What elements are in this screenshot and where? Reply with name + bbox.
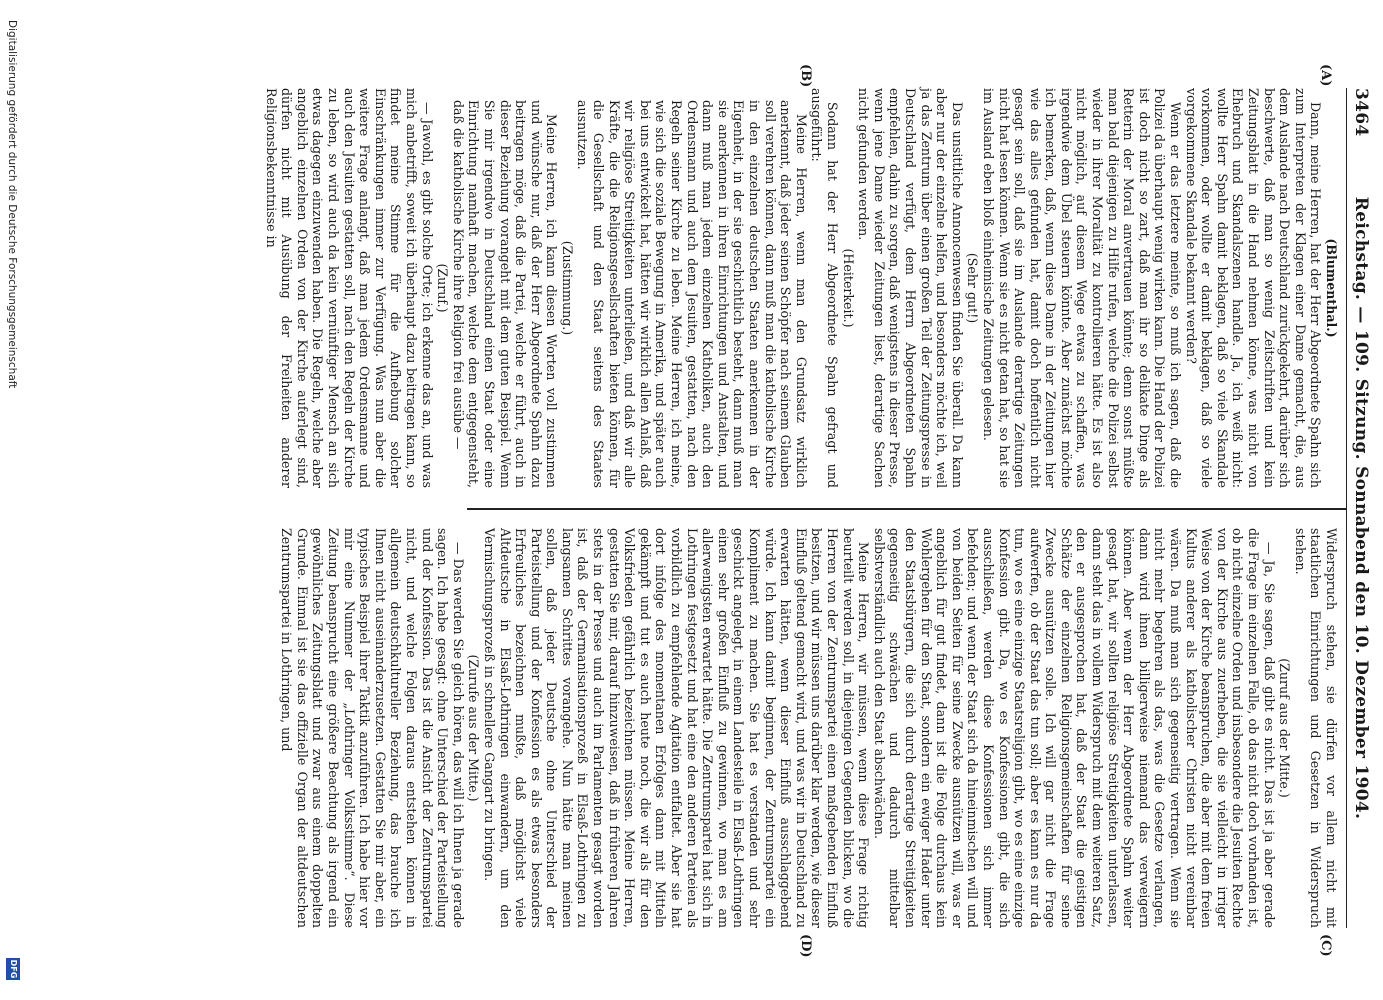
interjection: (Zustimmung.) [559, 240, 575, 336]
digitization-notice [0, 20, 20, 980]
interjection: (Zurufe aus der Mitte.) [466, 654, 482, 802]
paragraph: Dann, meine Herren, hat der Herr Abgeordnete Spahn sich zum Interpreten der Klagen einer Dame gemacht, die, aus dem Auslande nach Deutschland zurückgekehrt, darüber sich beschwerte, daß man so wenig Zeitschriften und kein Zeitungsblatt in die Hand nehmen könne, was nicht von Ehebruch und Skandalszenen handle. Ja, ich weiß nicht: wollte Herr Spahn damit beklagen, daß so viele Skandale vorkommen, oder wollte er damit beklagen, daß so viele vorgekommene Skandale bekannt werden? [1183, 88, 1324, 488]
paragraph: Sodann hat der Herr Abgeordnete Spahn gefragt und ausgeführt: [809, 88, 840, 488]
speaker-name: (Blumenthal.) [1324, 238, 1339, 338]
quoted-paragraph: Meine Herren, wenn man den Grundsatz wirklich anerkennt, daß jeder seinen Schöpfer nach seinem Glauben soll verehren können, dann muß man die katholische Kirche in den einzelnen deutschen Staaten anerkennen in der Eigenheit, in der sie geschichtlich besteht, dann muß man sie anerkennen in ihren Einrichtungen und Anstalten, und dann muß man jedem einzelnen Katholiken, auch den Ordensmann und auch dem Jesuiten, gestatten, nach den Regeln seiner Kirche zu leben. Meine Herren, ich meine, wie sich die soziale Bewegung in Amerika, und später auch bei uns entwickelt hat, hätten wir wirklich allen Anlaß, daß wir religiöse Streitigkeiten unterließen, und daß wir alle Kräfte, die die Religionsgesellschaften bieten können, für die Gesellschaft und den Staat seitens des Staates ausnutzen. [575, 100, 809, 488]
page-number: 3464 [1351, 88, 1371, 137]
paragraph: Das unsittliche Annoncenwesen finden Sie überall. Da kann aber nur der einzelne helfen, und besonders möchte ich, weil ja das Zentrum über einen großen Teil der Zeitungspresse in Deutschland verfügt, dem Herrn Abgeordneten Spahn empfehlen, dahin zu sorgen, daß wenigstens in dieser Presse, wenn jene Dame wieder Zeitungen liest, derartige Sachen nicht gefunden werden. [856, 88, 965, 488]
right-column [279, 528, 1339, 928]
column-divider [467, 508, 1347, 510]
paragraph: — Ja, Sie sagen, daß gibt es nicht. Das ist ja aber gerade die Frage im einzelnen Falle, ob das nicht doch vorhanden ist, ob nicht einzelne Orden und insbesondere die Jesuiten Rechte von der Kirche aus zuerheben, die sie vielleicht in irriger Weise von der Kirche beanspruchen, die aber mit dem freien Kultus anderer als katholischer Christen nicht vereinbar wären. Da muß man sich gegenseitig vertragen. Wenn sie nicht mehr begehren als das, was die Gesetze verlangen, dann wird ihnen billigerweise niemand das verweigern können. Aber wenn der Herr Abgeordnete Spahn weiter gesagt hat, wir sollten religiöse Streitigkeiten unterlassen, dann steht das in vollem Widerspruch mit dem weiteren Satz, den er ausgesprochen hat, daß der Staat die geistigen Schätze der einzelnen Religionsgemeinschaften für seine Zwecke ausnützen solle. Ich will gar nicht die Frage aufwerfen, ob der Staat das tun soll; aber es kann es nur da tun, wo es eine einzige Staatsreligion gibt, wo es eine einzige Konfession gibt. Da, wo es Konfessionen gibt, die sich ausschließen, werden diese Konfessionen sich immer befehden; und wenn der Staat sich da hineinmischen will und von beiden Seiten für seine Zwecke ausnützen will, was er angeblich für gut findet, dann ist die Folge durchaus kein Wohlergehen für den Staat, sondern ein ewiger Hader unter den Staatsbürgern, die sich durch derartige Streitigkeiten gegenseitig schwächen und dadurch mittelbar selbstverständlich auch den Staat abschwächen. [871, 528, 1277, 928]
paragraph: Wenn er das letztere meinte, so muß ich sagen, daß die Polizei da überhaupt wenig wirken kann. Die Hand der Polizei ist doch nicht so zart, daß man ihr so delikate Dinge als Retterin der Moral anvertrauen könnte; denn sonst müßte man bald diejenigen zu Hilfe rufen, welche die Polizei selbst wieder in ihrer Moralität zu kontrollieren hätte. Es ist also nicht möglich, auf diesem Wege etwas zu schaffen, was irgendwie dem Übel steuern könnte. Aber zunächst möchte ich bemerken, daß, wenn diese Dame in der Zeitungen hier wie das alles gefunden hat, damit doch hoffentlich nicht gesagt sein soll, daß sie im Auslande derartige Zeitungen nicht hat lesen können. Wenn sie es nicht getan hat, so hat sie im Ausland eben bloß einheimische Zeitungen gelesen. [980, 88, 1184, 488]
paragraph: Meine Herren, wir müssen, wenn diese Frage richtig beurteilt werden soll, in diejenigen Gegenden blicken, wo die Herren von der Zentrumspartei einen maßgebenden Einfluß besitzen, und wir müssen uns darüber klar werden, wie dieser Einfluß geltend gemacht wird, und was wir in Deutschland zu erwarten hätten, wenn dieser Einfluß ausschlaggebend würde. Ich kann damit beginnen, der Zentrumspartei ein Kompliment zu machen. Sie hat es verstanden und sehr geschickt angelegt, in einem Landesteile in Elsaß-Lothringen einen sehr großen Einfluß zu gewinnen, wo man es am allerwenigsten erwartet hätte. Die Zentrumspartei hat sich in Lothringen festgesetzt und hat eine den anderen Parteien als vorbildlich zu empfehlende Agitation entfaltet. Aber sie hat dort infolge des momentanen Erfolges dann mit Mitteln gekämpft und tut es auch heute noch, die wir als für den Volksfrieden gefährlich bezeichnen müssen. Meine Herren, gestatten Sie mir, darauf hinzuweisen, daß in früheren Jahren stets in der Presse und auch im Parlamenten gesagt worden ist, daß der Germanisationsprozeß in Elsaß-Lothringen zu langsamen Schrittes vorangehe. Nun hätte man meinen sollen, daß jeder Deutsche ohne Unterschied der Parteistellung und der Konfession es als etwas besonders Erfreuliches bezeichnen mußte, daß möglichst viele Altdeutsche in Elsaß-Lothringen einwandern, um den Vermischungsprozeß in schnellere Gangart zu bringen. [481, 528, 872, 928]
running-title: Reichstag. — 109. Sitzung. Sonnabend den 10. Dezember 1904. [1351, 196, 1371, 820]
margin-marker-d: (D) [798, 934, 813, 958]
paragraph: Widerspruch stehen, sie dürfen vor allem nicht mit staatlichen Einrichtungen und Gesetzen in Widerspruch stehen. [1292, 528, 1339, 928]
interjection: (Heiterkeit.) [840, 248, 856, 328]
page-header [1346, 88, 1373, 928]
left-column [263, 88, 1339, 488]
interjection: (Sehr gut!) [965, 252, 981, 324]
paragraph: — Das werden Sie gleich hören, das will ich Ihnen ja gerade sagen. Ich habe gesagt: ohne Unterschied der Parteistellung und der Konfession. Das ist die Ansicht der Zentrumspartei nicht, und welche Folgen daraus entstehen können in allgemein deutschkultureller Beziehung, das brauche ich Ihnen nicht auseinanderzusetzen. Gestatten Sie mir aber, ein typisches Beispiel ihrer Taktik anzuführen. Ich habe hier vor mir eine Nummer der „Lothringer Volksstimme“. Diese Zeitung beansprucht eine größere Beachtung als irgend ein gewöhnliches Zeitungsblatt und zwar aus einem doppelten Grunde. Einmal ist sie das offizielle Organ der altdeutschen Zentrumspartei in Lothringen, und [279, 528, 466, 928]
interjection: (Zuruf aus der Mitte.) [1277, 658, 1293, 798]
margin-marker-c: (C) [1318, 934, 1333, 957]
margin-marker-a: (A) [1318, 64, 1333, 87]
paragraph: — Jawohl, es gibt solche Orte; ich erkenne das an, und was mich anbetrifft, soweit ich überhaupt dazu beitragen kann, so findet meine Stimme für die Aufhebung solcher Einschränkungen immer zur Verfügung. Was nun aber die weitere Frage anlangt, daß man jedem Ordensmanne und auch den Jesuiten gestatten soll, nach den Regeln der Kirche zu leben, so wird auch da kein vernünftiger Mensch an sich etwas dagegen einzuwenden haben. Die Regeln, welche aber angeblich einzelnen Orden von der Kirche auferlegt sind, dürfen nicht mit Ausübung der Freiheiten anderer Religionsbekenntnisse in [263, 88, 435, 488]
document-page [83, 64, 1373, 958]
dfg-logo: DFG [6, 958, 20, 980]
funding-note: Digitalisierung gefördert durch die Deutsche Forschungsgemeinschaft [6, 20, 18, 389]
interjection: (Zuruf.) [435, 263, 451, 313]
margin-marker-b: (B) [798, 64, 813, 88]
quoted-paragraph: Meine Herren, ich kann diesen Worten voll zustimmen und wünsche nur, daß der Herr Abgeordnete Spahn dazu beitragen möge, daß die Partei, welche er führt, auch in dieser Beziehung vorangeht mit dem guten Beispiel. Wenn Sie mir irgendwo in Deutschland einen Staat oder eine Einrichtung namhaft machen, welche dem entgegensteht, daß die katholische Kirche ihre Religion frei ausübe — [450, 100, 560, 488]
